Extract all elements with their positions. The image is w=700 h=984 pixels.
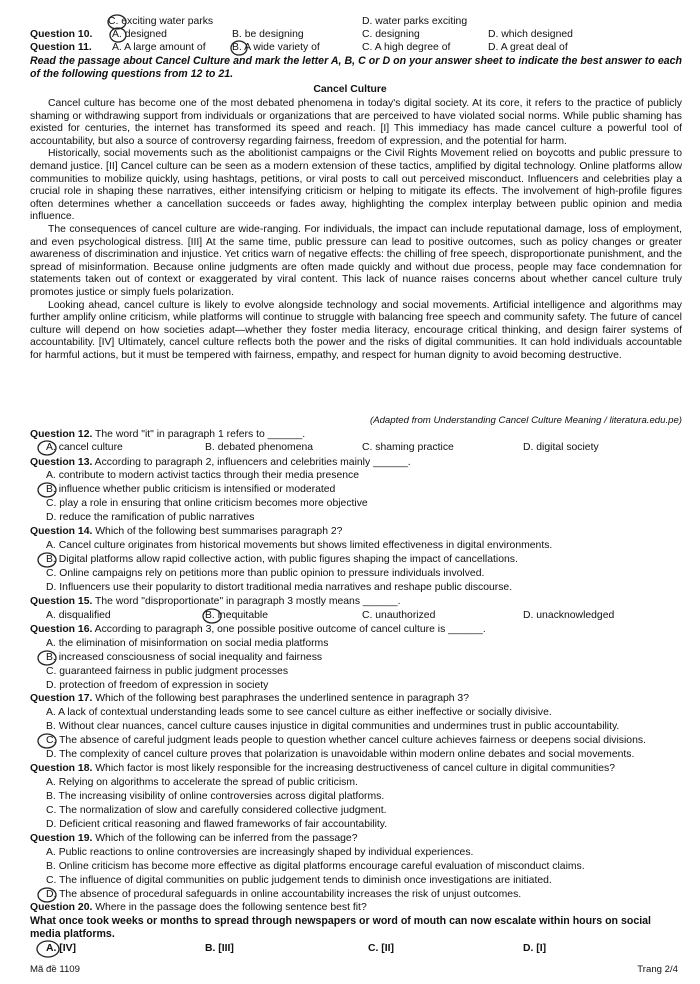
q12-label: Question 12.: [30, 429, 93, 440]
q17-option-b: B. Without clear nuances, cancel culture causes injustice in digital communities and undermines trust in public accountability.: [46, 721, 620, 732]
q13-text: According to paragraph 2, influencers and celebrities mainly ______.: [92, 457, 411, 468]
source-title: Understanding Cancel Culture Meaning / literatura.edu.pe: [433, 415, 679, 426]
paragraph-3: The consequences of cancel culture are wide-ranging. For individuals, the impact can include reputational damage, loss of employment, and even psychological distress. [III] At the same time, public pressure can lead to positive outcomes, such as policy changes or greater awareness of discrimination and injustice. Yet critics warn of negative effects: the chilling of free speech, disproportionate punishment, and the spread of misinformation. Because online judgments are often made quickly and without due process, people may face condemnation for statements taken out of context or exaggerated by viral content. This lack of nuance raises concerns about whether cancel culture truly promotes justice or simply fuels polarization.: [30, 223, 682, 298]
q19-option-a: A. Public reactions to online controversies are increasingly shaped by individual experiences.: [46, 847, 474, 858]
q18-text: Which factor is most likely responsible for the increasing destructiveness of cancel culture in digital communities?: [92, 763, 616, 774]
paragraph-2: Historically, social movements such as the abolitionist campaigns or the Civil Rights Movement relied on boycotts and public pressure to demand justice. [II] Cancel culture can be seen as a modern extension of these tactics, amplified by digital technology. Online platforms allow communities to mobilize quickly, using hashtags, petitions, or viral posts to call out perceived misconduct. Influencers and celebrities play a crucial role in shaping these narratives, either intensifying criticism or helping to mitigate its effects. The involvement of high-profile figures often determines whether a cancellation succeeds or fades away, highlighting the complex interplay between public opinion and media influence.: [30, 148, 682, 223]
q17-option-d: D. The complexity of cancel culture proves that polarization is unavoidable within modern online debates and social movements.: [46, 749, 635, 760]
q17-text: Which of the following best paraphrases the underlined sentence in paragraph 3?: [92, 693, 469, 704]
q11-label: Question 11.: [30, 42, 92, 53]
q11-option-a: A. A large amount of: [112, 42, 206, 53]
q18-option-d: D. Deficient critical reasoning and flawed frameworks of fair accountability.: [46, 819, 388, 830]
q13-label: Question 13.: [30, 457, 93, 468]
q13-option-c: C. play a role in ensuring that online criticism becomes more objective: [46, 498, 368, 509]
q11-option-d: D. A great deal of: [488, 42, 568, 53]
circle-q13: [38, 483, 56, 497]
circle-q10: [110, 28, 126, 42]
q14-label: Question 14.: [30, 526, 93, 537]
q10-option-a: A. designed: [112, 29, 167, 40]
circle-q14: [38, 553, 56, 567]
circle-q17: [38, 734, 56, 748]
source-suffix: ): [678, 415, 682, 426]
q12-option-a: A. cancel culture: [46, 442, 123, 453]
q12-option-b: B. debated phenomena: [205, 442, 314, 453]
q12-option-c: C. shaming practice: [362, 442, 454, 453]
q10-label: Question 10.: [30, 29, 93, 40]
q20-option-c: C. [II]: [368, 943, 394, 954]
q20-option-b: B. [III]: [205, 943, 234, 954]
q16-label: Question 16.: [30, 624, 93, 635]
paragraph-4: Looking ahead, cancel culture is likely to evolve alongside technology and social movements. Artificial intelligence and algorithms may further amplify online criticism, while platforms will continue to struggle with balancing free speech and community safety. The future of cancel culture will depend on how societies adapt—whether they foster media literacy, encourage critical thinking, and design fairer systems of accountability. [IV] Ultimately, cancel culture reflects both the power and the risks of digital communities. It can hold individuals accountable for harmful actions, but it must be tempered with fairness, empathy, and respect for human dignity to avoid becoming destructive.: [30, 299, 682, 361]
q18-option-a: A. Relying on algorithms to accelerate the spread of public criticism.: [46, 777, 358, 788]
q14-option-b: B. Digital platforms allow rapid collective action, with public figures shaping the impact of cancellations.: [46, 554, 518, 565]
q11-option-b: B. A wide variety of: [232, 42, 320, 53]
q16-option-d: D. protection of freedom of expression in society: [46, 680, 269, 691]
q16-text: According to paragraph 3, one possible positive outcome of cancel culture is ______.: [92, 624, 486, 635]
q14-option-d: D. Influencers use their popularity to distort traditional media narratives and reshape public discourse.: [46, 582, 513, 593]
circle-q9: [108, 15, 126, 29]
q14-text: Which of the following best summarises paragraph 2?: [92, 526, 343, 537]
circle-q19: [38, 888, 56, 902]
q12-option-d: D. digital society: [523, 442, 599, 453]
q13-option-b: B. influence whether public criticism is intensified or moderated: [46, 484, 336, 495]
q16-option-c: C. guaranteed fairness in public judgment processes: [46, 666, 289, 677]
reading-instruction: Read the passage about Cancel Culture and mark the letter A, B, C or D on your answer sheet to indicate the best answer to each of the following questions from 12 to 21.: [30, 55, 682, 80]
q20-label: Question 20.: [30, 902, 93, 913]
q13-option-a: A. contribute to modern activist tactics through their media presence: [46, 470, 360, 481]
q17-option-c: C. The absence of careful judgment leads people to question whether cancel culture achieves fairness or deepens social divisions.: [46, 735, 646, 746]
q20-option-a: A. [IV]: [46, 943, 77, 954]
circle-q16: [38, 651, 56, 665]
q19-option-c: C. The influence of digital communities on public judgement tends to diminish once investigations are initiated.: [46, 875, 552, 886]
q19-option-b: B. Online criticism has become more effective as digital platforms encourage careful evaluation of misconduct claims.: [46, 861, 585, 872]
q15-option-d: D. unacknowledged: [523, 610, 615, 621]
circle-q15: [203, 609, 221, 623]
q18-label: Question 18.: [30, 763, 93, 774]
source-prefix: (Adapted from: [370, 415, 434, 426]
q14-option-a: A. Cancel culture originates from historical movements but shows limited effectiveness in digital environments.: [46, 540, 553, 551]
page-number: Trang 2/4: [637, 964, 678, 975]
q10-option-c: C. designing: [362, 29, 420, 40]
q19-option-d: D. The absence of procedural safeguards in online accountability increases the risk of unjust outcomes.: [46, 889, 522, 900]
q15-text: The word "disproportionate" in paragraph 3 mostly means ______.: [92, 596, 401, 607]
q16-option-b: B. increased consciousness of social inequality and fairness: [46, 652, 323, 663]
exam-code: Mã đề 1109: [30, 964, 80, 975]
circle-q20: [37, 941, 59, 957]
q15-option-c: C. unauthorized: [362, 610, 436, 621]
q12-text: The word "it" in paragraph 1 refers to ______.: [92, 429, 306, 440]
q19-text: Which of the following can be inferred from the passage?: [92, 833, 358, 844]
q10-option-b: B. be designing: [232, 29, 304, 40]
q15-label: Question 15.: [30, 596, 93, 607]
q18-option-b: B. The increasing visibility of online controversies across digital platforms.: [46, 791, 385, 802]
q20-option-d: D. [I]: [523, 943, 547, 954]
paragraph-1: Cancel culture has become one of the most debated phenomena in today's digital society. At its core, it refers to the practice of publicly shaming or withdrawing support from individuals or organizations that are perceived to have violated social norms. While public shaming has existed for centuries, the internet has transformed its speed and reach. [I] This immediacy has made cancel culture a powerful tool of accountability, but also a source of controversy regarding fairness, freedom of expression, and the potential for harm.: [30, 98, 682, 147]
q19-label: Question 19.: [30, 833, 93, 844]
q9-option-d: D. water parks exciting: [362, 16, 468, 27]
q14-option-c: C. Online campaigns rely on petitions more than public opinion to pressure individuals involved.: [46, 568, 485, 579]
circle-q11: [231, 41, 247, 55]
q17-label: Question 17.: [30, 693, 93, 704]
circle-q12: [38, 441, 56, 455]
q20-text: Where in the passage does the following sentence best fit?: [92, 902, 367, 913]
q17-option-a: A. A lack of contextual understanding leads some to see cancel culture as either ineffective or socially divisive.: [46, 707, 552, 718]
q11-option-c: C. A high degree of: [362, 42, 451, 53]
q13-option-d: D. reduce the ramification of public narratives: [46, 512, 255, 523]
q15-option-a: A. disqualified: [46, 610, 111, 621]
q15-option-b: B. inequitable: [205, 610, 268, 621]
q16-option-a: A. the elimination of misinformation on social media platforms: [46, 638, 329, 649]
q18-option-c: C. The normalization of slow and carefully considered collective judgment.: [46, 805, 387, 816]
q9-option-c: C. exciting water parks: [108, 16, 214, 27]
q20-sentence: What once took weeks or months to spread through newspapers or word of mouth can now escalate within hours on social media platforms.: [30, 915, 651, 940]
q10-option-d: D. which designed: [488, 29, 573, 40]
passage-title: Cancel Culture: [313, 84, 387, 95]
